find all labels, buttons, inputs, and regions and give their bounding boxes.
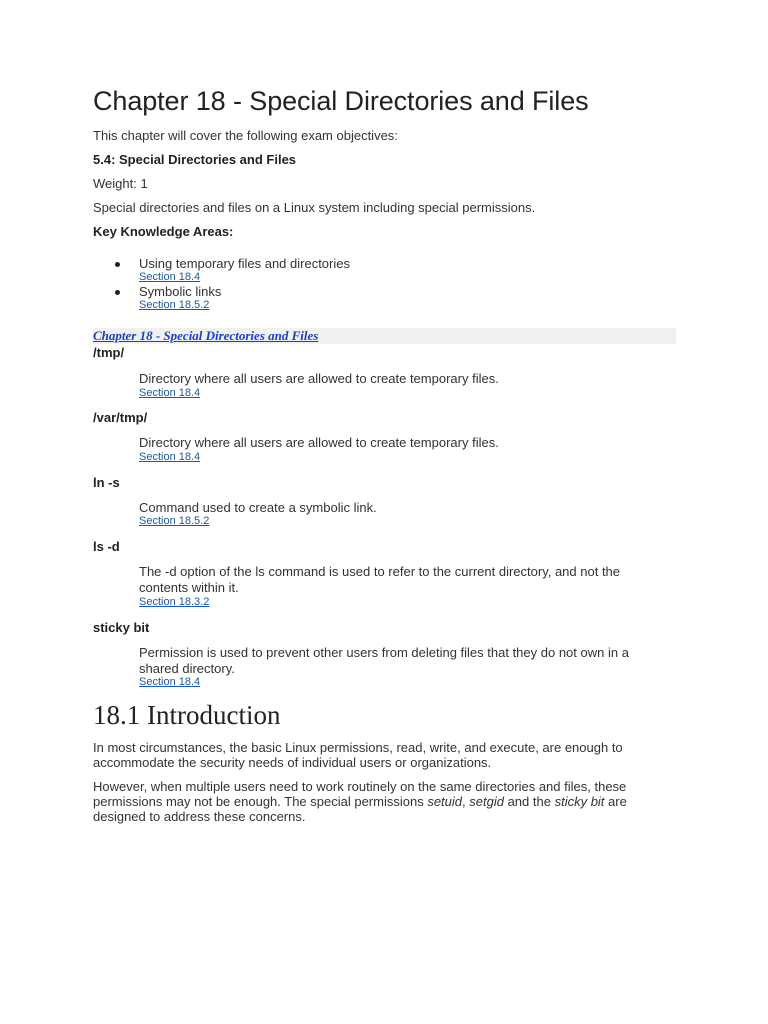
glossary-definition: Permission is used to prevent other users from deleting files that they do not own in a shared directory. — [139, 645, 629, 676]
exam-objective: 5.4: Special Directories and Files — [93, 152, 297, 167]
list-item-text: Symbolic links — [139, 284, 222, 299]
bullet-icon — [115, 290, 120, 295]
intro-paragraph-1: In most circumstances, the basic Linux permissions, read, write, and execute, are enough to accommodate the security needs of individual users or organizations. — [93, 740, 623, 770]
list-item-text: Using temporary files and directories — [139, 256, 350, 271]
chapter-intro: This chapter will cover the following exam objectives: — [93, 128, 398, 143]
term-setgid: setgid — [469, 794, 504, 809]
bullet-icon — [115, 262, 120, 267]
glossary-term: /tmp/ — [93, 345, 125, 360]
paragraph-text: and the — [503, 794, 555, 809]
section-link[interactable]: Section 18.4 — [139, 451, 201, 463]
section-link[interactable]: Section 18.4 — [139, 676, 201, 688]
glossary-chapter-link[interactable]: Chapter 18 - Special Directories and Files — [93, 328, 319, 343]
glossary-term: sticky bit — [93, 620, 150, 635]
objective-description: Special directories and files on a Linux system including special permissions. — [93, 200, 536, 215]
glossary-term: ls -d — [93, 539, 120, 554]
key-areas-heading: Key Knowledge Areas: — [93, 224, 234, 239]
chapter-title: Chapter 18 - Special Directories and Files — [93, 86, 589, 116]
objective-weight: Weight: 1 — [93, 176, 148, 191]
glossary-definition: Directory where all users are allowed to create temporary files. — [139, 371, 499, 386]
intro-paragraph-2 — [93, 779, 658, 824]
paragraph-text: are designed to address these concerns. — [93, 794, 627, 824]
paragraph-text: , — [462, 794, 470, 809]
section-title: 18.1 Introduction — [93, 700, 281, 730]
glossary-term: ln -s — [93, 475, 120, 490]
term-setuid: setuid — [427, 794, 463, 809]
glossary-definition: Directory where all users are allowed to create temporary files. — [139, 435, 499, 450]
term-sticky-bit: sticky bit — [554, 794, 605, 809]
section-link[interactable]: Section 18.5.2 — [139, 299, 210, 311]
glossary-term: /var/tmp/ — [93, 410, 148, 425]
paragraph-text: However, when multiple users need to work routinely on the same directories and files, these permissions may not be enough. The special permissions — [93, 779, 627, 809]
section-link[interactable]: Section 18.4 — [139, 387, 201, 399]
glossary-definition: Command used to create a symbolic link. — [139, 500, 377, 515]
section-link[interactable]: Section 18.3.2 — [139, 596, 210, 608]
glossary-definition: The -d option of the ls command is used to refer to the current directory, and not the contents within it. — [139, 564, 621, 595]
section-link[interactable]: Section 18.4 — [139, 271, 201, 283]
section-link[interactable]: Section 18.5.2 — [139, 515, 210, 527]
